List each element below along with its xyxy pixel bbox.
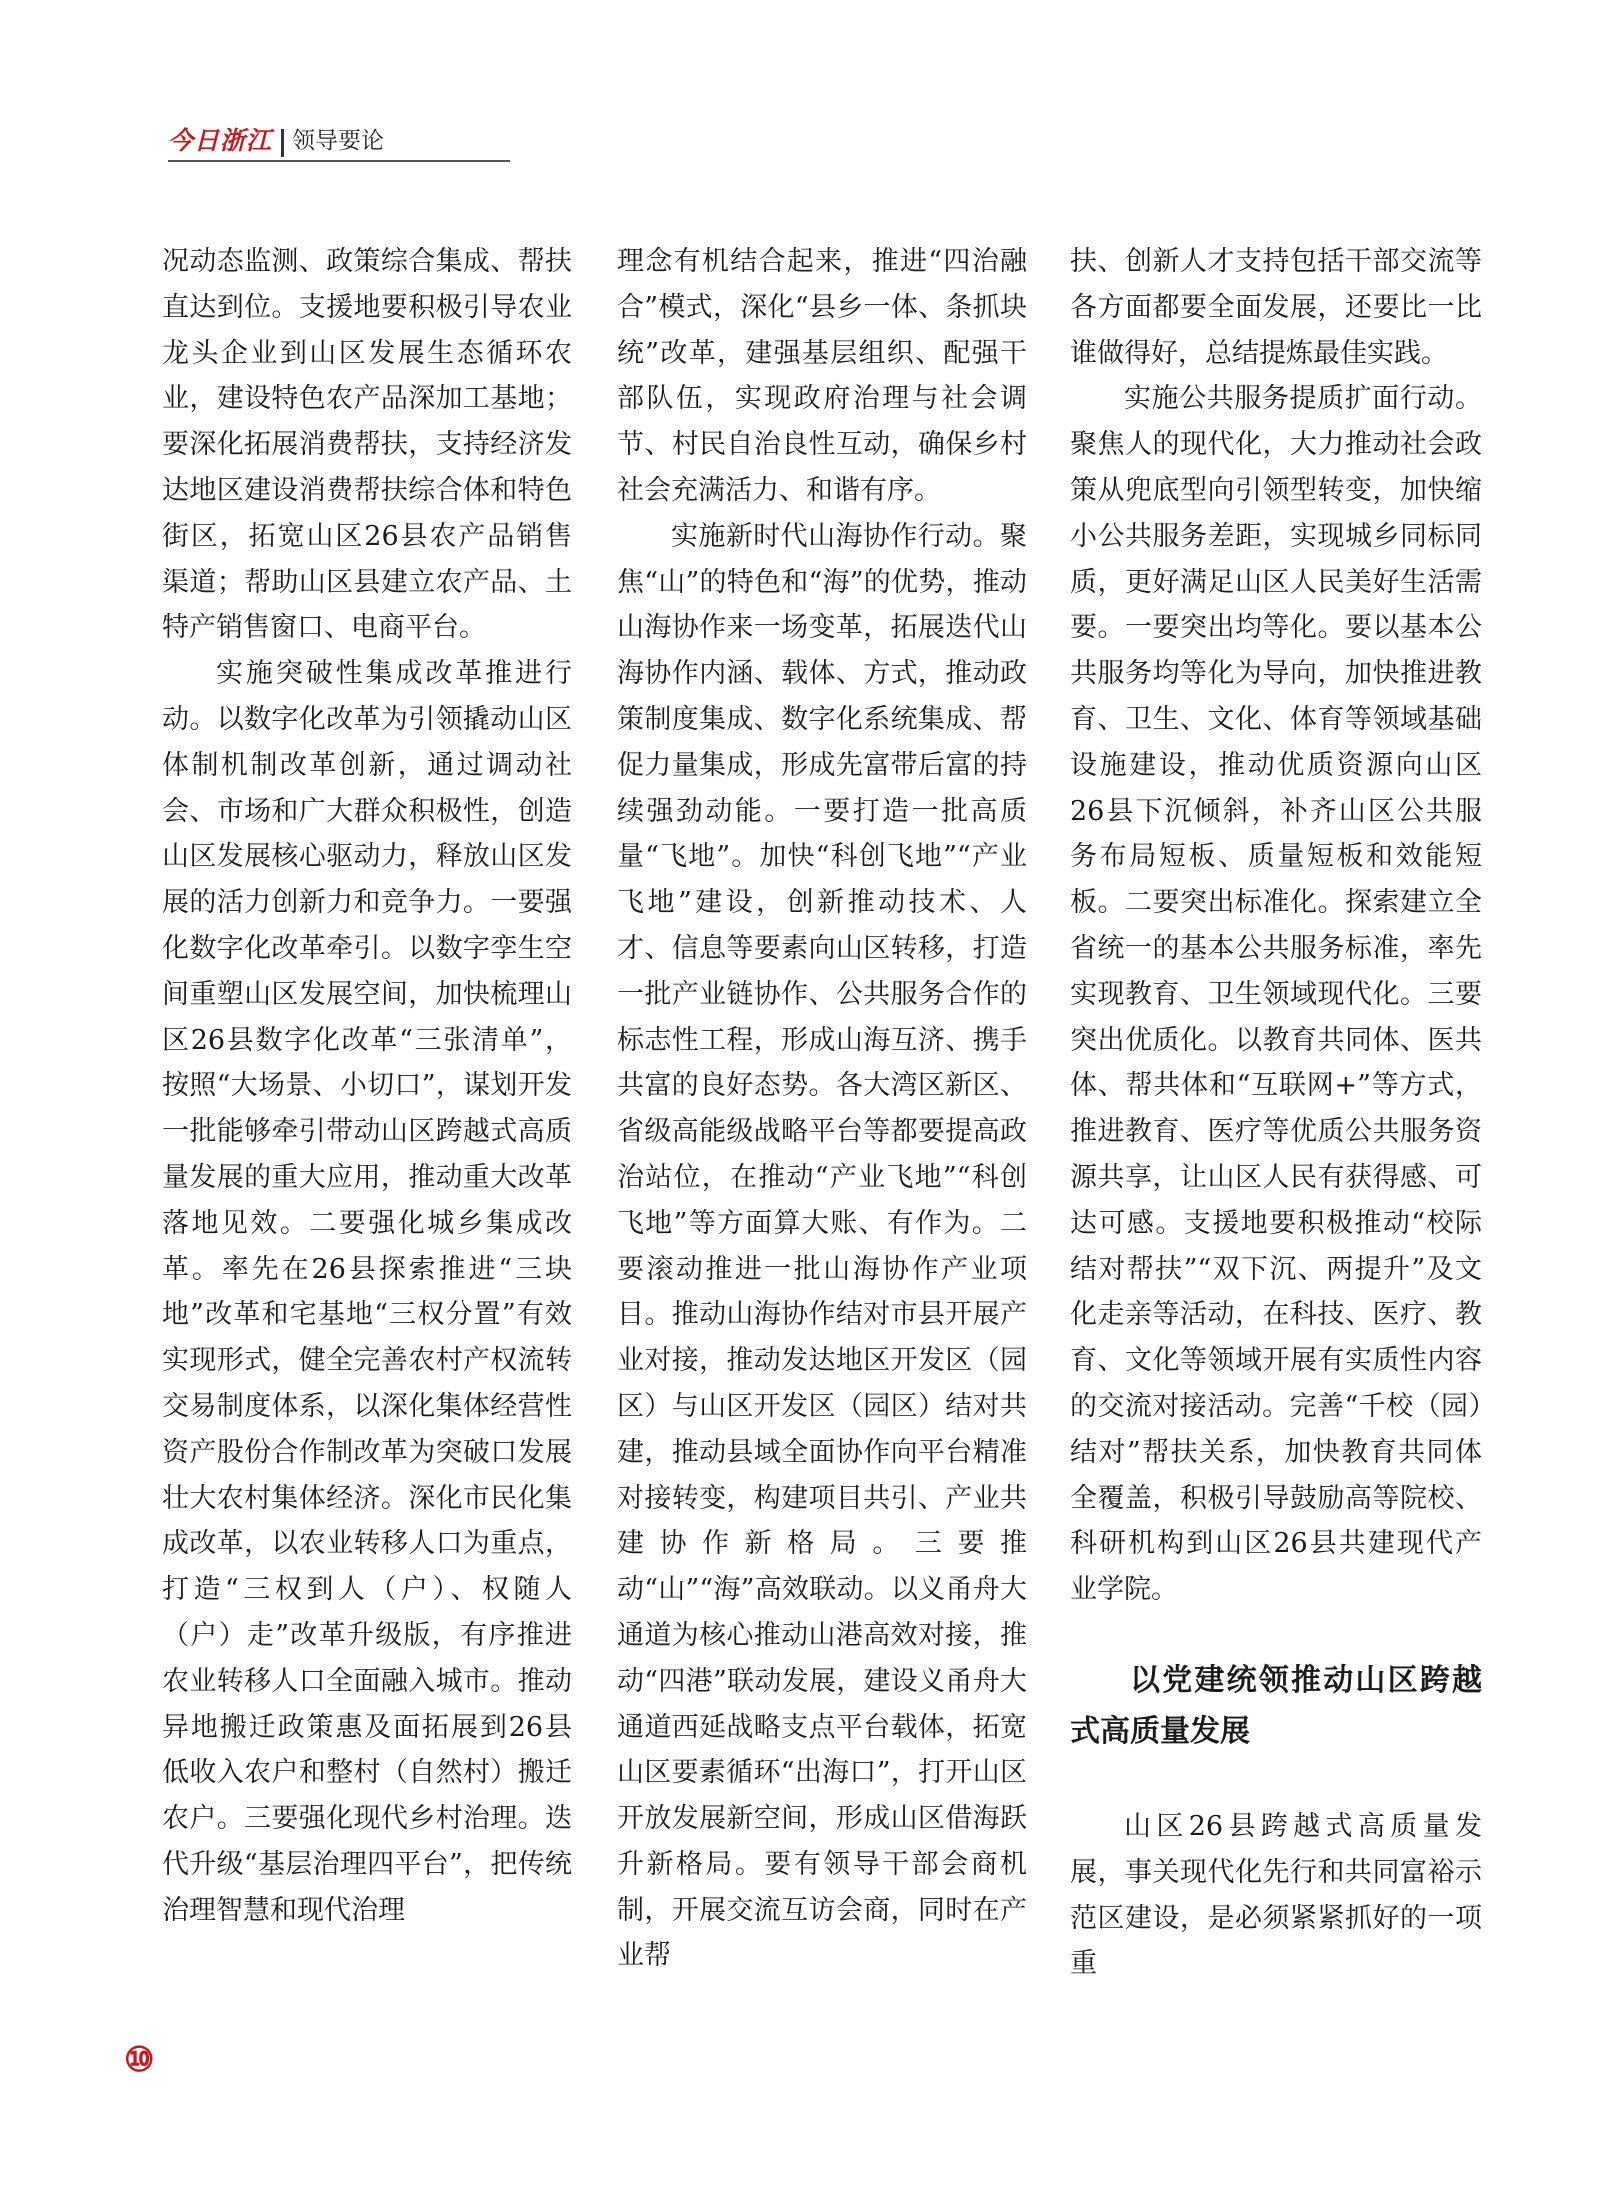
column-2 — [617, 239, 1027, 1979]
paragraph-lead: 实施突破性集成改革推进行动。 — [162, 658, 572, 735]
paragraph — [1070, 376, 1482, 1613]
magazine-logo: 今日浙江 — [168, 126, 273, 155]
page-number: ⑩ — [124, 2040, 155, 2080]
paragraph-body: 聚焦人的现代化，大力推动社会政策从兜底型向引领型转变，加快缩小公共服务差距，实现城乡同标同质，更好满足山区人民美好生活需要。一要突出均等化。要以基本公共服务均等化为导向，加快推进教育、卫生、文化、体育等领域基础设施建设，推动优质资源向山区26县下沉倾斜，补齐山区公共服务布局短板、质量短板和效能短板。二要突出标准化。探索建立全省统一的基本公共服务标准，率先实现教育、卫生领域现代化。三要突出优质化。以教育共同体、医共体、帮共体和“互联网+”等方式，推进教育、医疗等优质公共服务资源共享，让山区人民有获得感、可达可感。支援地要积极推动“校际结对帮扶”“双下沉、两提升”及文化走亲等活动，在科技、医疗、教育、文化等领域开展有实质性内容的交流对接活动。完善“千校（园）结对”帮扶关系，加快教育共同体全覆盖，积极引导鼓励高等院校、科研机构到山区26县共建现代产业学院。 — [1070, 429, 1482, 1606]
section-label: 领导要论 — [292, 128, 384, 154]
paragraph: 山区26县跨越式高质量发展，事关现代化先行和共同富裕示范区建设，是必须紧紧抓好的一项重 — [1070, 1810, 1482, 1980]
column-3 — [1070, 239, 1482, 1987]
paragraph — [162, 651, 572, 1933]
paragraph-body: 以数字化改革为引领撬动山区体制机制改革创新，通过调动社会、市场和广大群众积极性，创造山区发展核心驱动力，释放山区发展的活力创新力和竞争力。一要强化数字化改革牵引。以数字孪生空间重塑山区发展空间，加快梳理山区26县数字化改革“三张清单”，按照“大场景、小切口”，谋划开发一批能够牵引带动山区跨越式高质量发展的重大应用，推动重大改革落地见效。二要强化城乡集成改革。率先在26县探索推进“三块地”改革和宅基地“三权分置”有效实现形式，健全完善农村产权流转交易制度体系，以深化集体经营性资产股份合作制改革为突破口发展壮大农村集体经济。深化市民化集成改革，以农业转移人口为重点，打造“三权到人（户）、权随人（户）走”改革升级版，有序推进农业转移人口全面融入城市。推动异地搬迁政策惠及面拓展到26县低收入农户和整村（自然村）搬迁农户。三要强化现代乡村治理。迭代升级“基层治理四平台”，把传统治理智慧和现代治理 — [162, 703, 573, 1926]
paragraph: 扶、创新人才支持包括干部交流等各方面都要全面发展，还要比一比谁做得好，总结提炼最佳实践。 — [1070, 246, 1482, 369]
section-heading: 以党建统领推动山区跨越式高质量发展 — [1070, 1662, 1482, 1749]
paragraph-body: 聚焦“山”的特色和“海”的优势，推动山海协作来一场变革，拓展迭代山海协作内涵、载体、方式，推动政策制度集成、数字化系统集成、帮促力量集成，形成先富带后富的持续强劲动能。一要打造一批高质量“飞地”。加快“科创飞地”“产业飞地”建设，创新推动技术、人才、信息等要素向山区转移，打造一批产业链协作、公共服务合作的标志性工程，形成山海互济、携手共富的良好态势。各大湾区新区、省级高能级战略平台等都要提高政治站位，在推动“产业飞地”“科创飞地”等方面算大账、有作为。二要滚动推进一批山海协作产业项目。推动山海协作结对市县开展产业对接，推动发达地区开发区（园区）与山区开发区（园区）结对共建，推动县域全面协作向平台精准对接转变，构建项目共引、产业共建协作新格局。三要推动“山”“海”高效联动。以义甬舟大通道为核心推动山港高效对接，推动“四港”联动发展，建设义甬舟大通道西延战略支点平台载体，拓宽山区要素循环“出海口”，打开山区开放发展新空间，形成山区借海跃升新格局。要有领导干部会商机制，开展交流互访会商，同时在产业帮 — [617, 520, 1027, 1972]
paragraph-lead: 实施新时代山海协作行动。 — [671, 520, 1000, 552]
page-header — [168, 126, 510, 162]
paragraph: 况动态监测、政策综合集成、帮扶直达到位。支援地要积极引导农业龙头企业到山区发展生态循环农业，建设特色农产品深加工基地；要深化拓展消费帮扶，支持经济发达地区建设消费帮扶综合体和特色街区，拓宽山区26县农产品销售渠道；帮助山区县建立农产品、土特产销售窗口、电商平台。 — [162, 246, 572, 644]
paragraph — [617, 514, 1027, 1980]
column-1 — [162, 239, 572, 1933]
header-divider — [281, 129, 284, 157]
paragraph-lead: 实施公共服务提质扩面行动。 — [1124, 383, 1482, 415]
paragraph: 理念有机结合起来，推进“四治融合”模式，深化“县乡一体、条抓块统”改革，建强基层组织、配强干部队伍，实现政府治理与社会调节、村民自治良性互动，确保乡村社会充满活力、和谐有序。 — [617, 246, 1027, 506]
